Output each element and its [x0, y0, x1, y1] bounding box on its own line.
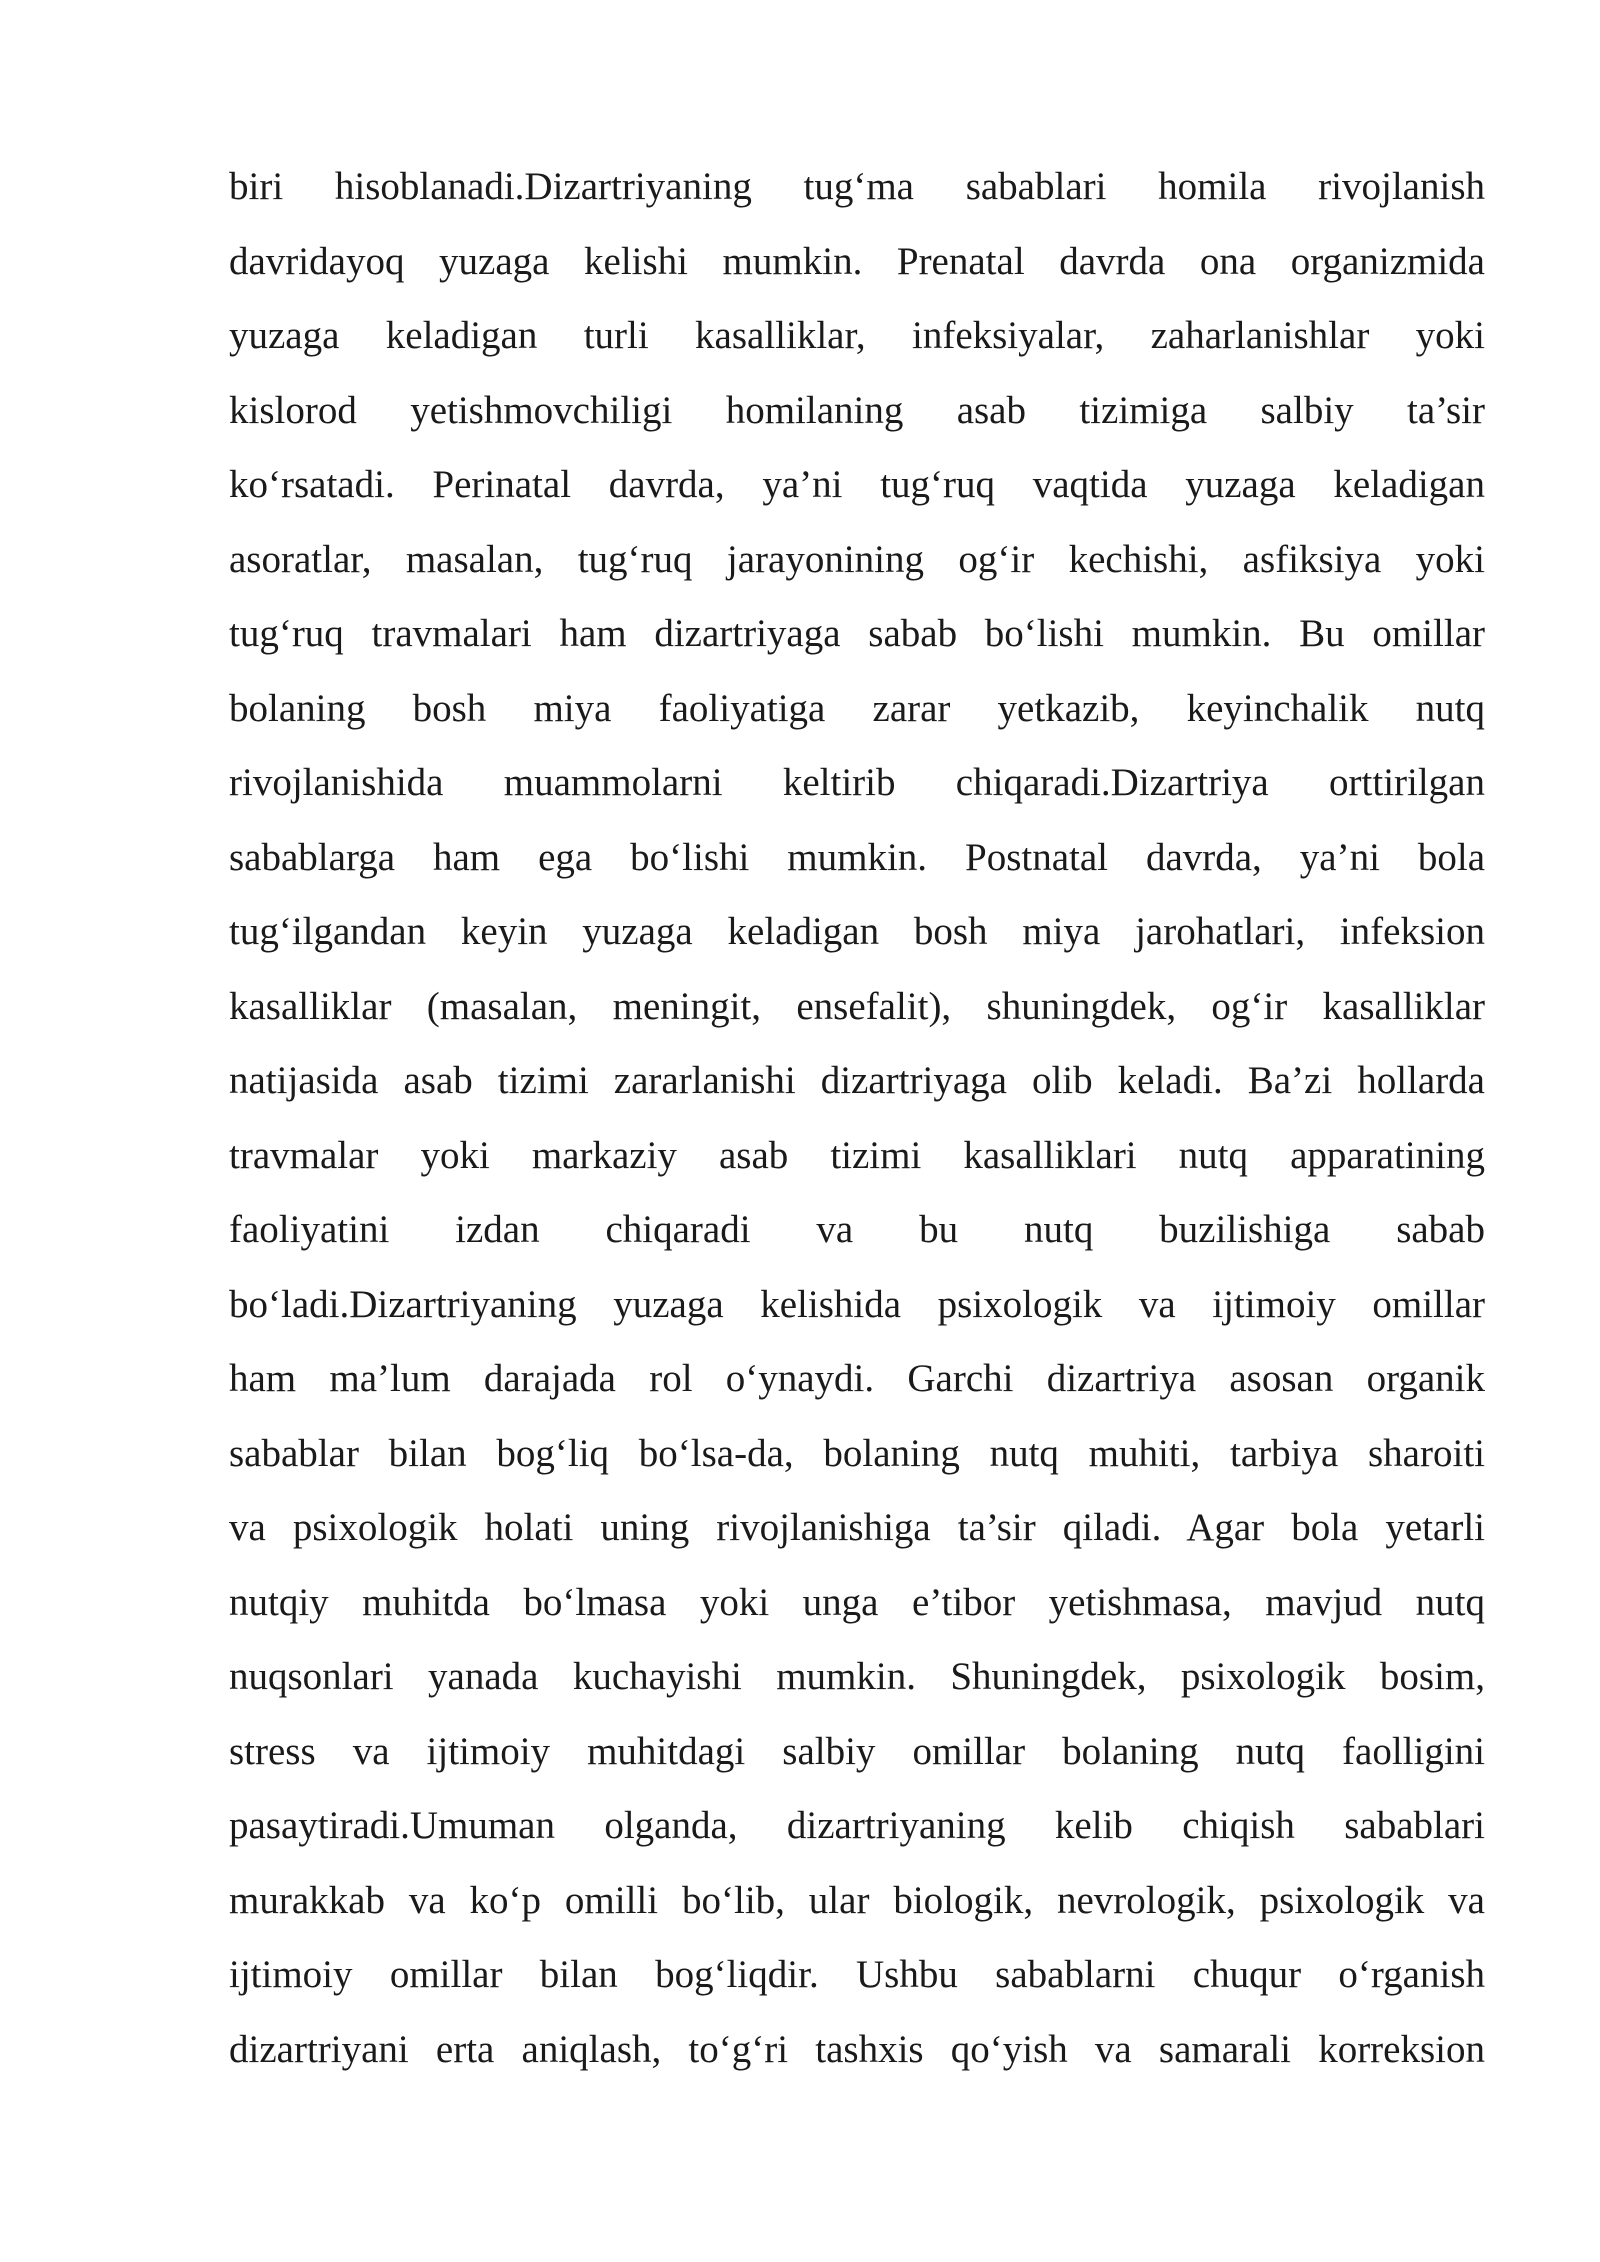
text-line: va psixologik holati uning rivojlanishiga ta’sir qiladi. Agar bola yetarli — [229, 1506, 1485, 1549]
body-text — [229, 150, 1485, 2087]
text-line: biri hisoblanadi.Dizartriyaning tug‘ma sabablari homila rivojlanish — [229, 165, 1485, 208]
text-line: davridayoq yuzaga kelishi mumkin. Prenatal davrda ona organizmida — [229, 239, 1485, 283]
text-line: nutqiy muhitda bo‘lmasa yoki unga e’tibor yetishmasa, mavjud nutq — [229, 1580, 1485, 1624]
text-line: tug‘ruq travmalari ham dizartriyaga sabab bo‘lishi mumkin. Bu omillar — [229, 612, 1485, 655]
text-line: nuqsonlari yanada kuchayishi mumkin. Shuningdek, psixologik bosim, — [229, 1655, 1485, 1698]
text-line: sabablar bilan bog‘liq bo‘lsa-da, bolaning nutq muhiti, tarbiya sharoiti — [229, 1431, 1485, 1475]
text-line: travmalar yoki markaziy asab tizimi kasalliklari nutq apparatining — [229, 1133, 1485, 1177]
text-line: sabablarga ham ega bo‘lishi mumkin. Postnatal davrda, ya’ni bola — [229, 835, 1485, 879]
text-line: pasaytiradi.Umuman olganda, dizartriyaning kelib chiqish sabablari — [229, 1804, 1485, 1847]
text-line: bolaning bosh miya faoliyatiga zarar yetkazib, keyinchalik nutq — [229, 686, 1485, 730]
text-line: ko‘rsatadi. Perinatal davrda, ya’ni tug‘ruq vaqtida yuzaga keladigan — [229, 463, 1485, 506]
text-line: stress va ijtimoiy muhitdagi salbiy omillar bolaning nutq faolligini — [229, 1729, 1485, 1773]
text-line: dizartriyani erta aniqlash, to‘g‘ri tashxis qo‘yish va samarali korreksion — [229, 2027, 1485, 2071]
text-line: kasalliklar (masalan, meningit, ensefalit), shuningdek, og‘ir kasalliklar — [229, 984, 1485, 1028]
text-line: tug‘ilgandan keyin yuzaga keladigan bosh miya jarohatlari, infeksion — [229, 910, 1485, 953]
text-line: asoratlar, masalan, tug‘ruq jarayonining og‘ir kechishi, asfiksiya yoki — [229, 537, 1485, 581]
text-line: murakkab va ko‘p omilli bo‘lib, ular biologik, nevrologik, psixologik va — [229, 1878, 1485, 1922]
text-line: rivojlanishida muammolarni keltirib chiqaradi.Dizartriya orttirilgan — [229, 761, 1485, 804]
text-line: kislorod yetishmovchiligi homilaning asab tizimiga salbiy ta’sir — [229, 388, 1485, 432]
text-line: ijtimoiy omillar bilan bog‘liqdir. Ushbu sabablarni chuqur o‘rganish — [229, 1953, 1485, 1996]
text-line: bo‘ladi.Dizartriyaning yuzaga kelishida psixologik va ijtimoiy omillar — [229, 1282, 1485, 1326]
text-line: faoliyatini izdan chiqaradi va bu nutq buzilishiga sabab — [229, 1208, 1485, 1251]
text-line: yuzaga keladigan turli kasalliklar, infeksiyalar, zaharlanishlar yoki — [229, 314, 1485, 357]
text-line: ham ma’lum darajada rol o‘ynaydi. Garchi dizartriya asosan organik — [229, 1357, 1485, 1400]
text-line: natijasida asab tizimi zararlanishi dizartriyaga olib keladi. Ba’zi hollarda — [229, 1059, 1485, 1102]
